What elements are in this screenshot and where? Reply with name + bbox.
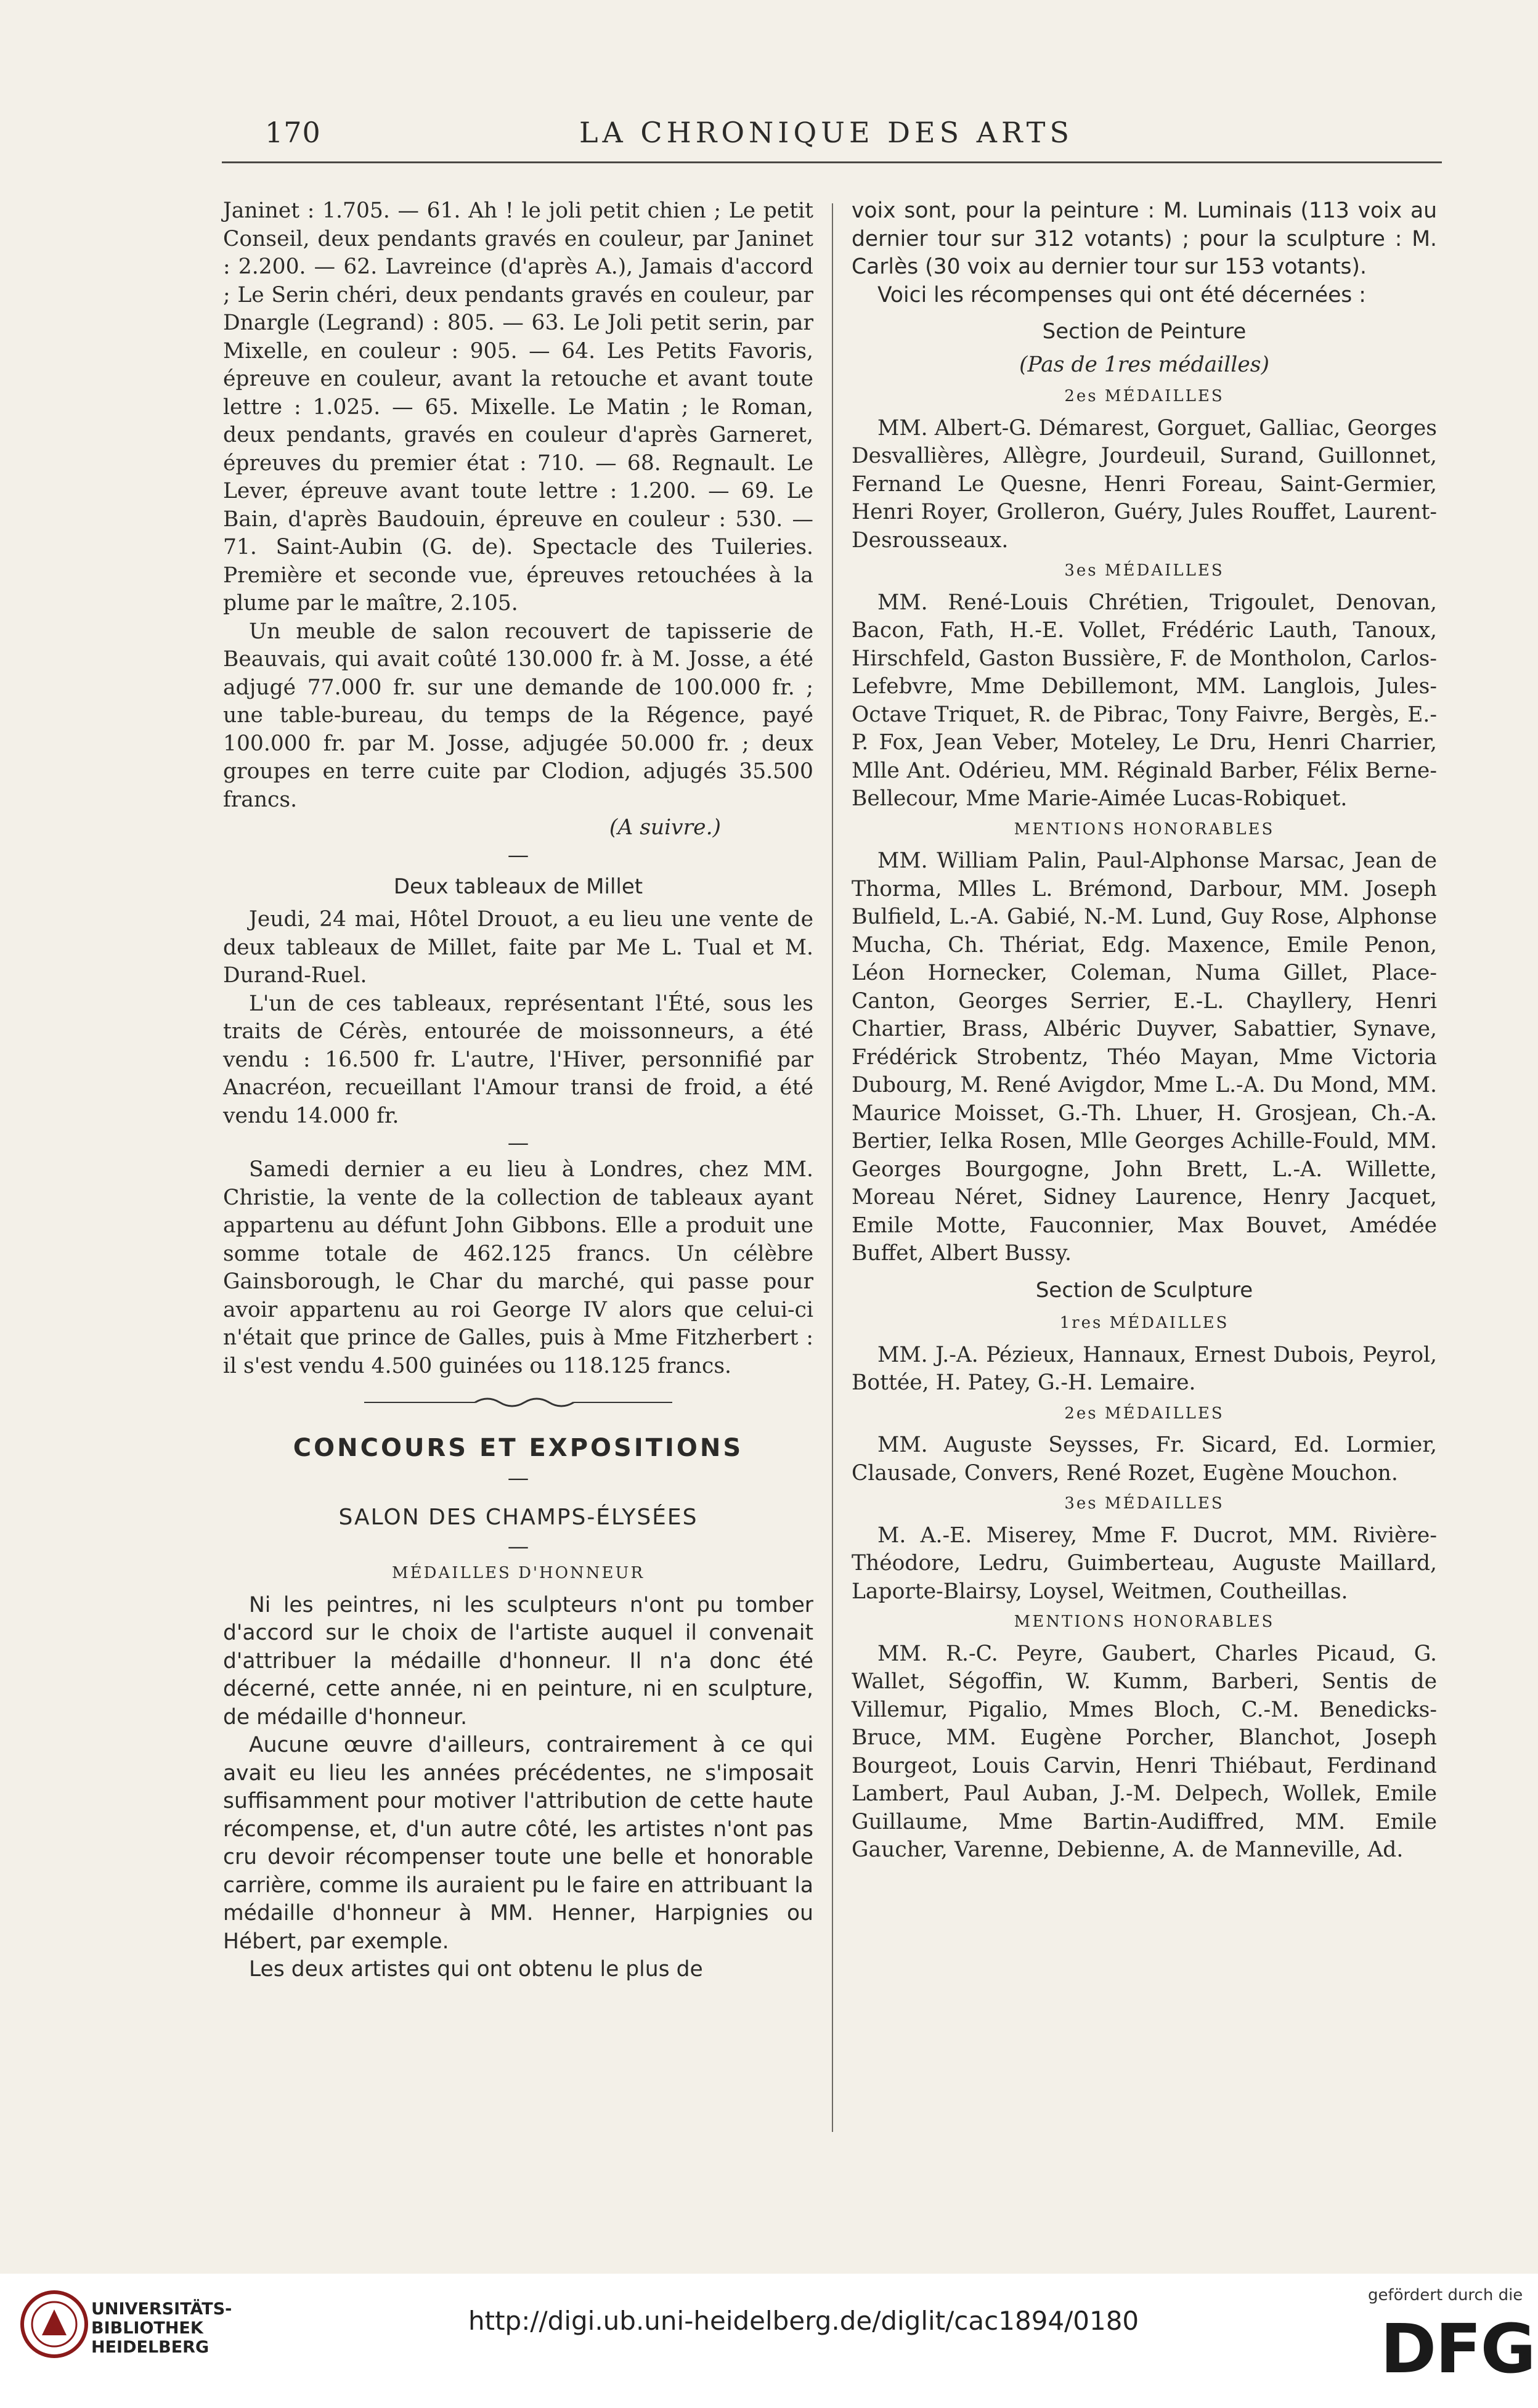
paragraph: voix sont, pour la peinture : M. Luminais (113 voix au dernier tour sur 312 votants) ; pour la sculpture : M. Carlès (30 voix au dernier tour sur 153 votants). [852, 198, 1437, 279]
award-list: MM. René-Louis Chrétien, Trigoulet, Denovan, Bacon, Fath, H.-E. Vollet, Frédéric Lauth, Tanoux, Hirschfeld, Gaston Bussière, F. de Montholon, Carlos-Lefebvre, Mme Debillemont, MM. Langlois, Jules-Octave Triquet, R. de Pibrac, Tony Faivre, Bergès, E.-P. Fox, Jean Veber, Moteley, Le Dru, Henri Charrier, Mlle Ant. Odérieu, MM. Réginald Barber, Félix Berne-Bellecour, Mme Marie-Aimée Lucas-Robiquet. [852, 590, 1437, 811]
paragraph: Samedi dernier a eu lieu à Londres, chez MM. Christie, la vente de la collection de tableaux ayant appartenu au défunt John Gibbons. Elle a produit une somme totale de 462.125 francs. Un célèbre Gainsborough, le Char du marché, qui passe pour avoir appartenu au roi George IV alors que celui-ci n'était que prince de Galles, puis à Mme Fitzherbert : il s'est vendu 4.500 guinées ou 118.125 francs. [223, 1157, 813, 1378]
award-list: MM. William Palin, Paul-Alphonse Marsac, Jean de Thorma, Mlles L. Brémond, Darbour, MM. Joseph Bulfield, L.-A. Gabié, N.-M. Lund, Guy Rose, Alphonse Mucha, Ch. Thériat, Edg. Maxence, Emile Penon, Léon Hornecker, Coleman, Numa Gillet, Place-Canton, Georges Serrier, E.-L. Chayllery, Henri Chartier, Brass, Albéric Duyver, Sabattier, Synave, Frédérick Strobentz, Théo Mayan, Mme Victoria Dubourg, M. René Avigdor, Mme L.-A. Du Mond, MM. Maurice Moisset, G.-Th. Lhuer, H. Grosjean, Ch.-A. Bertier, Ielka Rosen, Mlle Georges Achille-Fould, MM. Georges Bourgogne, John Brett, L.-A. Willette, Moreau Néret, Sidney Laurence, Henry Jacquet, Emile Motte, Fauconnier, Max Bouvet, Amédée Buffet, Albert Bussy. [852, 848, 1437, 1266]
subheading-medal-class: 2es MÉDAILLES [1064, 1404, 1224, 1423]
heading-section-peinture: Section de Peinture [1042, 319, 1247, 344]
column-divider [832, 203, 833, 2132]
subheading-medal-class: 3es MÉDAILLES [1064, 561, 1224, 580]
paragraph: Aucune œuvre d'ailleurs, contrairement à ce qui avait eu lieu les années précédentes, ne s'imposait suffisamment pour motiver l'attribution de cette haute récompense, et, d'un autre côté, les artistes n'ont pas cru devoir récompenser toute une belle et honorable carrière, comme ils auraient pu le faire en attribuant la médaille d'honneur à MM. Henner, Harpignies ou Hébert, par exemple. [223, 1733, 813, 1954]
award-list: MM. J.-A. Pézieux, Hannaux, Ernest Dubois, Peyrol, Bottée, H. Patey, G.-H. Lemaire. [852, 1342, 1437, 1395]
running-title: LA CHRONIQUE DES ARTS [579, 116, 1073, 149]
institution-line: HEIDELBERG [91, 2338, 210, 2357]
paragraph: Janinet : 1.705. — 61. Ah ! le joli petit chien ; Le petit Conseil, deux pendants gravés en couleur, par Janinet : 2.200. — 62. Lavreince (d'après A.), Jamais d'accord ; Le Serin chéri, deux pendants gravés en couleur, par Dnargle (Legrand) : 805. — 63. Le Joli petit serin, par Mixelle, en couleur : 905. — 64. Les Petits Favoris, épreuve en couleur, avant la retouche et avant toute lettre : 1.025. — 65. Mixelle. Le Matin ; le Roman, deux pendants, gravés en couleur d'après Garneret, épreuves du premier état : 710. — 68. Regnault. Le Lever, épreuve avant toute lettre : 1.200. — 69. Le Bain, d'après Baudouin, épreuve en couleur : 530. — 71. Saint-Aubin (G. de). Spectacle des Tuileries. Première et seconde vue, épreuves retouchées à la plume par le maître, 2.105. [223, 198, 813, 616]
subheading-medal-class: 3es MÉDAILLES [1064, 1494, 1224, 1513]
a-suivre: (A suivre.) [609, 815, 721, 840]
institution-line: UNIVERSITÄTS- [91, 2300, 232, 2319]
page-number: 170 [265, 116, 321, 149]
subheading-medal-class: MENTIONS HONORABLES [1014, 820, 1275, 839]
separator-dash: — [507, 1465, 529, 1491]
subheading-medal-class: 2es MÉDAILLES [1064, 387, 1224, 405]
paragraph: Les deux artistes qui ont obtenu le plus de [249, 1957, 703, 1982]
paragraph: Voici les récompenses qui ont été décernées : [877, 282, 1366, 307]
institution-name [91, 2300, 232, 2357]
separator-dash: — [507, 1131, 529, 1155]
subheading-medailles-honneur: MÉDAILLES D'HONNEUR [391, 1564, 645, 1582]
paragraph: Un meuble de salon recouvert de tapisserie de Beauvais, qui avait coûté 130.000 fr. à M. Josse, a été adjugé 77.000 fr. sur une demande de 100.000 fr. ; une table-bureau, du temps de la Régence, payé 100.000 fr. par M. Josse, adjugée 50.000 fr. ; deux groupes en terre cuite par Clodion, adjugés 35.500 francs. [223, 619, 813, 812]
heading-section-sculpture: Section de Sculpture [1035, 1277, 1253, 1303]
paragraph: L'un de ces tableaux, représentant l'Été, sous les traits de Cérès, entourée de moissonneurs, a été vendu : 16.500 fr. L'autre, l'Hiver, personnifié par Anacréon, recueillant l'Amour transi de froid, a été vendu 14.000 fr. [223, 991, 813, 1128]
award-list: MM. R.-C. Peyre, Gaubert, Charles Picaud, G. Wallet, Ségoffin, W. Kumm, Barberi, Sentis de Villemur, Pigalio, Mmes Bloch, C.-M. Benedicks-Bruce, MM. Eugène Porcher, Blanchot, Joseph Bourgeot, Louis Carvin, Henri Thiébaut, Ferdinand Lambert, Paul Auban, J.-M. Delpech, Wollek, Emile Guillaume, Mme Bartin-Audiffred, MM. Emile Gaucher, Varenne, Debienne, A. de Manneville, Ad. [852, 1641, 1437, 1862]
dfg-logo: DFG [1380, 2309, 1535, 2388]
award-list: MM. Albert-G. Démarest, Gorguet, Galliac, Georges Desvallières, Allègre, Jourdeuil, Surand, Guillonnet, Fernand Le Quesne, Henri Foreau, Saint-Germier, Henri Royer, Grolleron, Guéry, Jules Rouffet, Laurent-Desrousseaux. [852, 415, 1437, 553]
section-heading-millet: Deux tableaux de Millet [393, 874, 643, 899]
left-column [223, 197, 813, 1984]
university-seal-icon [17, 2287, 91, 2361]
heading-concours-expositions: CONCOURS ET EXPOSITIONS [293, 1434, 744, 1462]
sponsor-caption: gefördert durch die [1368, 2286, 1523, 2304]
separator-dash: — [507, 842, 529, 868]
source-url-link[interactable]: http://digi.ub.uni-heidelberg.de/diglit/cac1894/0180 [468, 2306, 1139, 2336]
heading-salon: SALON DES CHAMPS-ÉLYSÉES [338, 1504, 698, 1530]
subheading-medal-class: 1res MÉDAILLES [1059, 1314, 1229, 1332]
header-rule [222, 161, 1442, 163]
paragraph: Jeudi, 24 mai, Hôtel Drouot, a eu lieu une vente de deux tableaux de Millet, faite par Me L. Tual et M. Durand-Ruel. [223, 907, 813, 988]
subheading-medal-class: MENTIONS HONORABLES [1014, 1613, 1275, 1631]
award-list: M. A.-E. Miserey, Mme F. Ducrot, MM. Rivière-Théodore, Ledru, Guimberteau, Auguste Maillard, Laporte-Blairsy, Loysel, Weitmen, Coutheillas. [852, 1523, 1437, 1604]
separator-dash: — [507, 1534, 529, 1559]
award-list: MM. Auguste Seysses, Fr. Sicard, Ed. Lormier, Clausade, Convers, René Rozet, Eugène Mouchon. [852, 1433, 1437, 1486]
ornament-divider [364, 1395, 672, 1410]
institution-line: BIBLIOTHEK [91, 2319, 203, 2338]
pas-de-medailles: (Pas de 1res médailles) [1019, 352, 1269, 377]
paragraph: Ni les peintres, ni les sculpteurs n'ont pu tomber d'accord sur le choix de l'artiste auquel il convenait d'attribuer la médaille d'honneur. Il n'a donc été décerné, cette année, ni en peinture, ni en sculpture, de médaille d'honneur. [223, 1592, 813, 1730]
right-column [852, 197, 1437, 1865]
